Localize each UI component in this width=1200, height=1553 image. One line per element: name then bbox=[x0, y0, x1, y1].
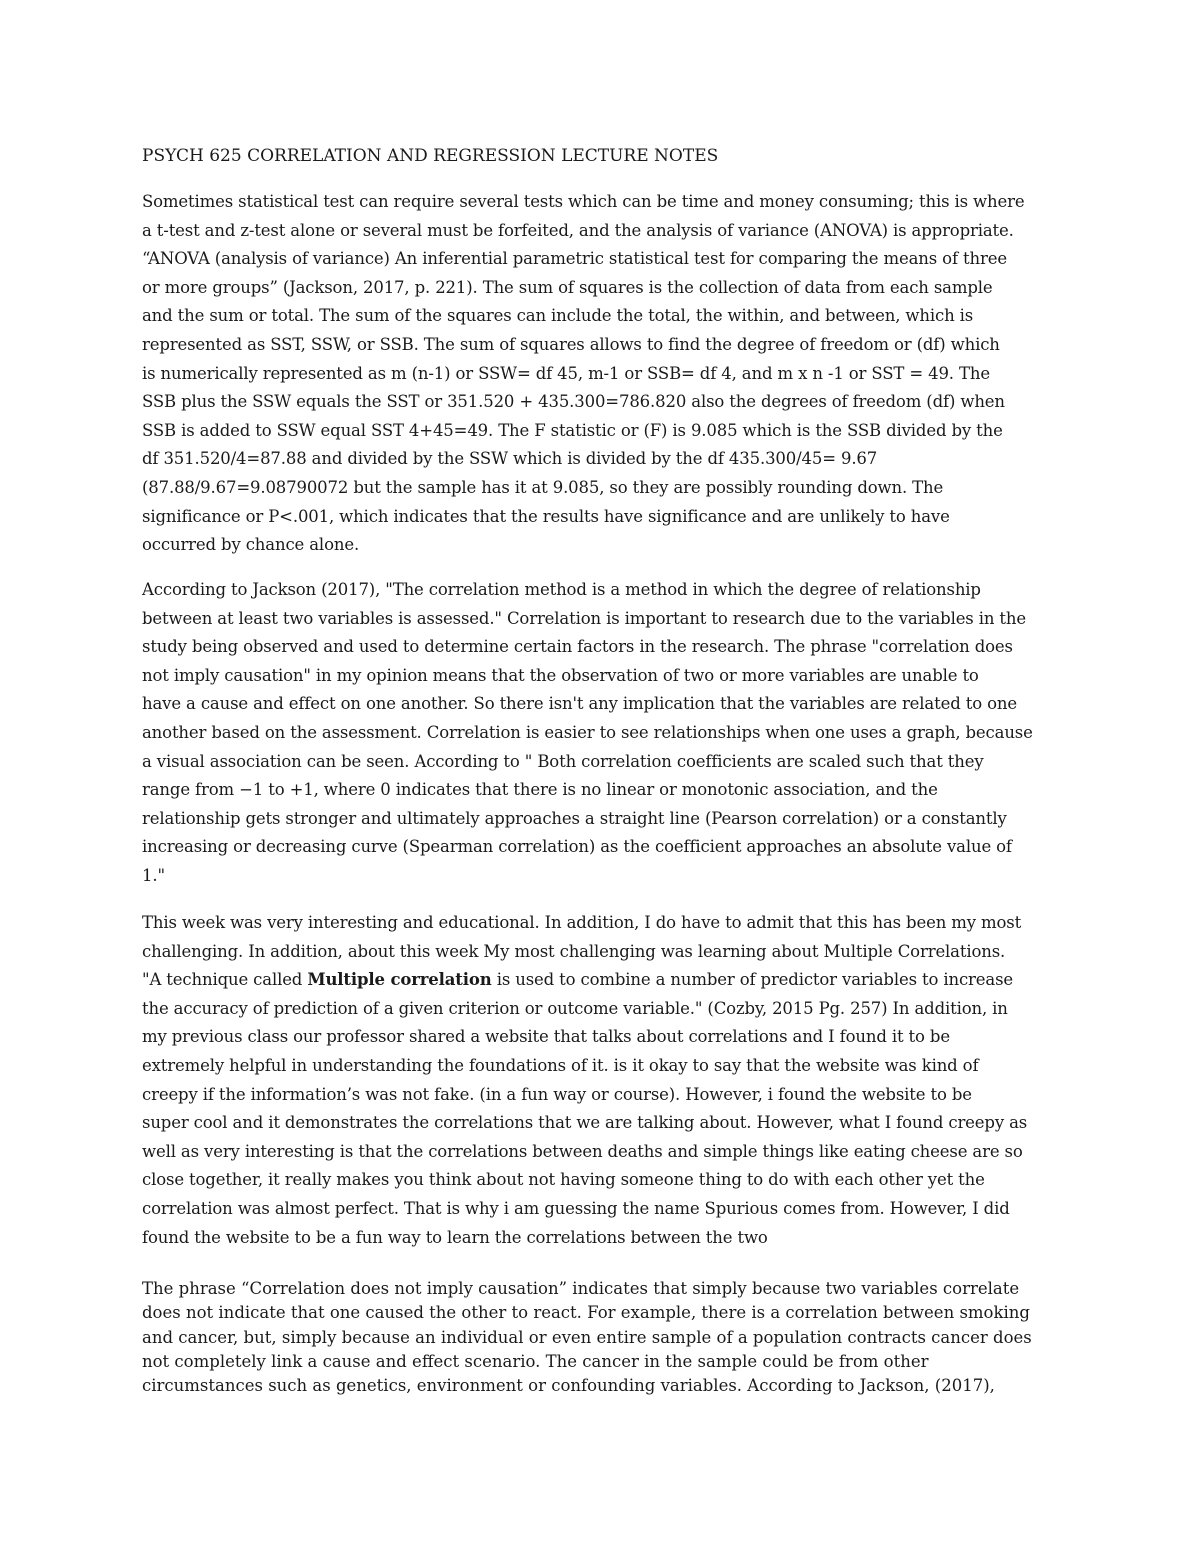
text-line: the accuracy of prediction of a given criterion or outcome variable." (Cozby, 2015 Pg. 257) In addition, in bbox=[142, 998, 1008, 1018]
text-line: creepy if the information’s was not fake. (in a fun way or course). However, i found the website to be bbox=[142, 1084, 972, 1104]
text-line: study being observed and used to determine certain factors in the research. The phrase "correlation does bbox=[142, 637, 1013, 657]
text-line: another based on the assessment. Correlation is easier to see relationships when one uses a graph, because bbox=[142, 722, 1033, 742]
text-line-with-bold bbox=[142, 966, 1027, 995]
text-line: and cancer, but, simply because an individual or even entire sample of a population contracts cancer does bbox=[142, 1327, 1032, 1347]
text-line: a visual association can be seen. According to " Both correlation coefficients are scaled such that they bbox=[142, 751, 984, 771]
text-line: increasing or decreasing curve (Spearman correlation) as the coefficient approaches an absolute value of bbox=[142, 837, 1012, 857]
text-line: 1." bbox=[142, 865, 165, 885]
text-line: occurred by chance alone. bbox=[142, 535, 360, 555]
text-line: circumstances such as genetics, environment or confounding variables. According to Jackson, (2017), bbox=[142, 1376, 995, 1396]
paragraph-causation bbox=[142, 1277, 1032, 1398]
text-line: well as very interesting is that the correlations between deaths and simple things like eating cheese are so bbox=[142, 1141, 1023, 1161]
bold-term: Multiple correlation bbox=[307, 970, 492, 990]
text-line: not completely link a cause and effect scenario. The cancer in the sample could be from other bbox=[142, 1351, 929, 1371]
text-line: found the website to be a fun way to learn the correlations between the two bbox=[142, 1227, 768, 1247]
text-line: a t-test and z-test alone or several must be forfeited, and the analysis of variance (ANOVA) is appropriate. bbox=[142, 220, 1014, 240]
text-line: represented as SST, SSW, or SSB. The sum of squares allows to find the degree of freedom or (df) which bbox=[142, 334, 1000, 354]
text-line: “ANOVA (analysis of variance) An inferential parametric statistical test for comparing the means of three bbox=[142, 249, 1007, 269]
text-line: my previous class our professor shared a website that talks about correlations and I found it to be bbox=[142, 1027, 950, 1047]
text-line: challenging. In addition, about this week My most challenging was learning about Multiple Correlations. bbox=[142, 941, 1006, 961]
text-line: This week was very interesting and educational. In addition, I do have to admit that this has been my most bbox=[142, 913, 1022, 932]
text-line: range from −1 to +1, where 0 indicates that there is no linear or monotonic association, and the bbox=[142, 780, 938, 800]
text-line: not imply causation" in my opinion means that the observation of two or more variables are unable to bbox=[142, 665, 979, 685]
paragraph-correlation-method bbox=[142, 576, 1033, 891]
paragraph-multiple-correlation bbox=[142, 909, 1027, 1252]
text-line: between at least two variables is assessed." Correlation is important to research due to the variables in the bbox=[142, 608, 1026, 628]
text-line: correlation was almost perfect. That is why i am guessing the name Spurious comes from. However, I did bbox=[142, 1198, 1010, 1218]
text-line: SSB is added to SSW equal SST 4+45=49. The F statistic or (F) is 9.085 which is the SSB divided by the bbox=[142, 420, 1003, 440]
text-line: does not indicate that one caused the other to react. For example, there is a correlation between smoking bbox=[142, 1303, 1030, 1323]
paragraph-anova bbox=[142, 188, 1024, 560]
text-line: is numerically represented as m (n-1) or SSW= df 45, m-1 or SSB= df 4, and m x n -1 or SST = 49. The bbox=[142, 363, 990, 383]
text-line: Sometimes statistical test can require several tests which can be time and money consuming; this is where bbox=[142, 192, 1025, 211]
text-line: SSB plus the SSW equals the SST or 351.520 + 435.300=786.820 also the degrees of freedom (df) when bbox=[142, 392, 1005, 412]
text-line: close together, it really makes you think about not having someone thing to do with each other yet the bbox=[142, 1170, 985, 1190]
text-line: (87.88/9.67=9.08790072 but the sample has it at 9.085, so they are possibly rounding down. The bbox=[142, 477, 944, 497]
text-line: or more groups” (Jackson, 2017, p. 221). The sum of squares is the collection of data from each sample bbox=[142, 277, 993, 297]
text-line: and the sum or total. The sum of the squares can include the total, the within, and between, which is bbox=[142, 306, 974, 326]
text-line: According to Jackson (2017), "The correlation method is a method in which the degree of relationship bbox=[142, 580, 981, 599]
text-line: The phrase “Correlation does not imply causation” indicates that simply because two variables correlate bbox=[142, 1279, 1020, 1298]
text-segment: is used to combine a number of predictor variables to increase bbox=[491, 970, 1014, 990]
text-line: have a cause and effect on one another. So there isn't any implication that the variables are related to one bbox=[142, 694, 1017, 714]
text-line: relationship gets stronger and ultimately approaches a straight line (Pearson correlation) or a constantly bbox=[142, 808, 1007, 828]
document-title: PSYCH 625 CORRELATION AND REGRESSION LECTURE NOTES bbox=[142, 146, 719, 166]
text-line: df 351.520/4=87.88 and divided by the SSW which is divided by the df 435.300/45= 9.67 bbox=[142, 449, 878, 469]
text-line: extremely helpful in understanding the foundations of it. is it okay to say that the website was kind of bbox=[142, 1055, 979, 1075]
text-line: super cool and it demonstrates the correlations that we are talking about. However, what I found creepy as bbox=[142, 1113, 1028, 1133]
text-line: significance or P<.001, which indicates that the results have significance and are unlikely to have bbox=[142, 506, 950, 526]
text-segment: "A technique called bbox=[142, 970, 308, 990]
